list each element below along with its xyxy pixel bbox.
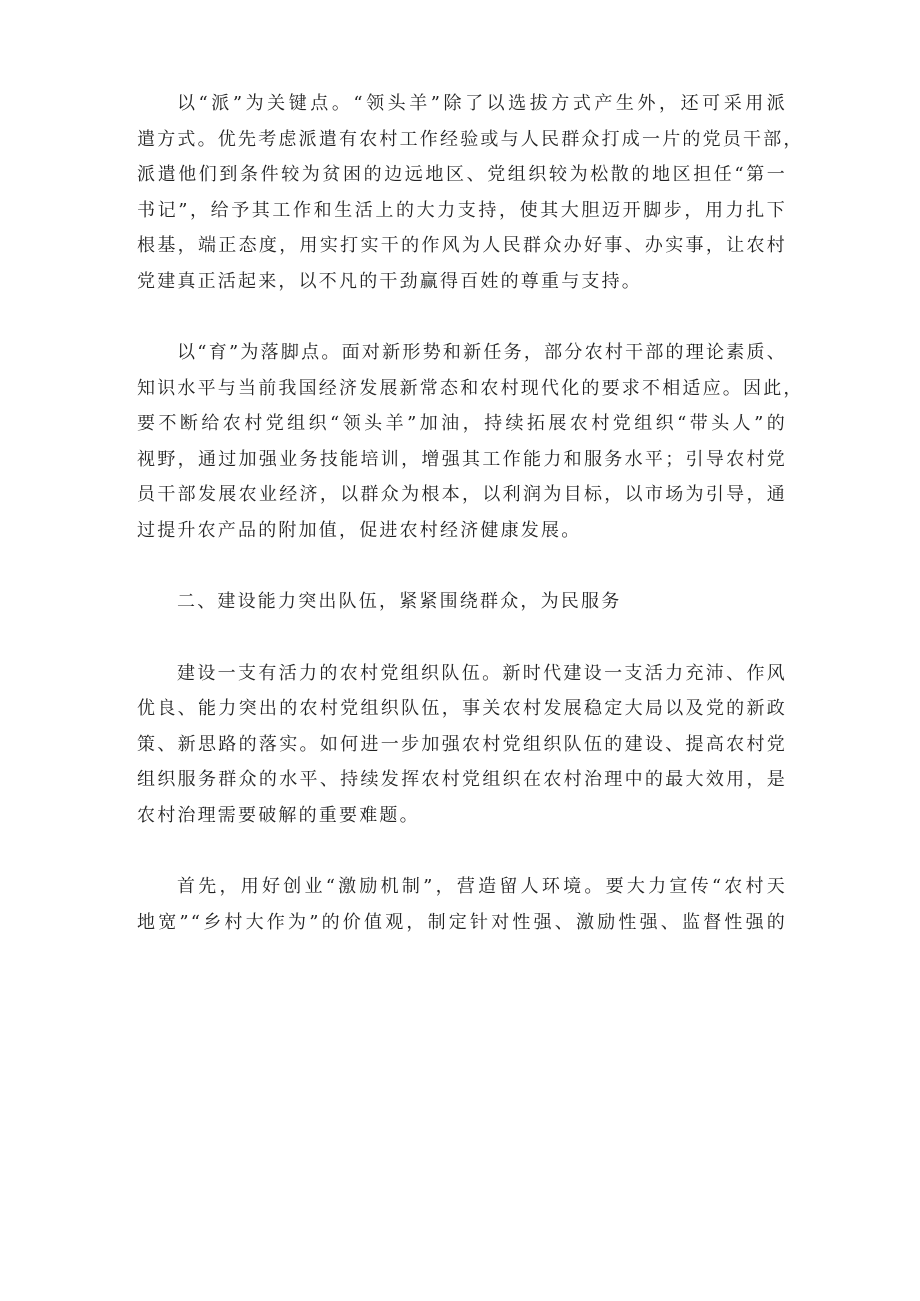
section-heading bbox=[137, 584, 787, 620]
text-line: 知识水平与当前我国经济发展新常态和农村现代化的要求不相适应。因此， bbox=[137, 377, 804, 399]
text-line: 农村治理需要破解的重要难题。 bbox=[137, 804, 420, 826]
text-line: 党建真正活起来，以不凡的干劲赢得百姓的尊重与支持。 bbox=[137, 270, 642, 292]
text-line: 员干部发展农业经济，以群众为根本，以利润为目标，以市场为引导，通 bbox=[137, 484, 787, 505]
paragraph-yu bbox=[137, 335, 804, 548]
text-line: 过提升农产品的附加值，促进农村经济健康发展。 bbox=[137, 519, 582, 541]
paragraph-pai bbox=[137, 86, 804, 299]
text-line: 策、新思路的落实。如何进一步加强农村党组织队伍的建设、提高农村党 bbox=[137, 733, 787, 755]
text-line: 首先，用好创业“激励机制”，营造留人环境。要大力宣传“农村天 bbox=[177, 876, 787, 897]
section-heading-text: 二、建设能力突出队伍，紧紧围绕群众，为民服务 bbox=[177, 591, 622, 612]
text-line: 组织服务群众的水平、持续发挥农村党组织在农村治理中的最大效用，是 bbox=[137, 769, 787, 790]
text-line: 以“育”为落脚点。面对新形势和新任务，部分农村干部的理论素质、 bbox=[177, 342, 787, 363]
text-line: 地宽”“乡村大作为”的价值观，制定针对性强、激励性强、监督性强的 bbox=[137, 911, 787, 933]
text-line: 建设一支有活力的农村党组织队伍。新时代建设一支活力充沛、作风 bbox=[177, 662, 787, 684]
document-body bbox=[137, 86, 804, 976]
text-line: 视野，通过加强业务技能培训，增强其工作能力和服务水平；引导农村党 bbox=[137, 448, 787, 470]
text-line: 书记”，给予其工作和生活上的大力支持，使其大胆迈开脚步，用力扎下 bbox=[137, 199, 787, 221]
text-line: 根基，端正态度，用实打实干的作风为人民群众办好事、办实事，让农村 bbox=[137, 235, 787, 256]
text-line: 以“派”为关键点。“领头羊”除了以选拔方式产生外，还可采用派 bbox=[177, 93, 787, 114]
text-line: 要不断给农村党组织“领头羊”加油，持续拓展农村党组织“带头人”的 bbox=[137, 413, 787, 434]
text-line: 派遣他们到条件较为贫困的边远地区、党组织较为松散的地区担任“第一 bbox=[137, 164, 787, 185]
paragraph-incentive bbox=[137, 869, 787, 940]
text-line: 遣方式。优先考虑派遣有农村工作经验或与人民群众打成一片的党员干部， bbox=[137, 128, 804, 150]
text-line: 优良、能力突出的农村党组织队伍，事关农村发展稳定大局以及党的新政 bbox=[137, 698, 787, 719]
paragraph-team bbox=[137, 656, 787, 834]
